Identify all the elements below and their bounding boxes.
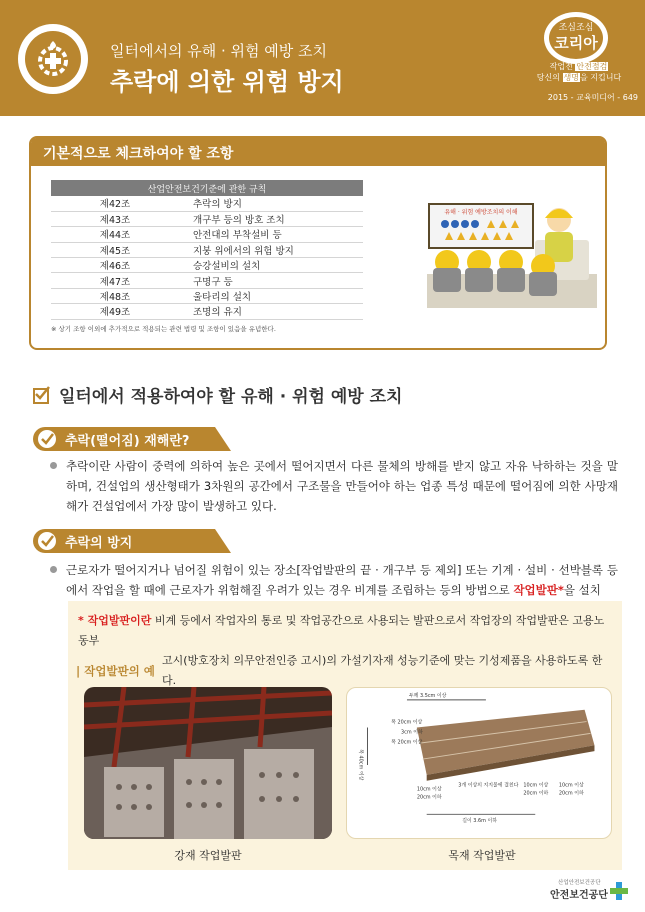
section-tab-fall-accident — [33, 427, 233, 451]
tagline-2: 당신의 생명을 지킵니다 — [536, 73, 622, 82]
issue-number: 2015 - 교육미디어 - 649 — [547, 93, 638, 102]
diagram-support: 3개 이상의 지지물에 결친다 — [458, 782, 519, 789]
campaign-badge-icon — [540, 6, 612, 66]
diagram-width1: 폭 20cm 이상 — [391, 719, 423, 726]
table-row: 제44조 안전대의 부착설비 등 — [51, 227, 363, 242]
section-label: 추락(떨어짐) 재해란? — [65, 434, 190, 449]
header-subtitle: 일터에서의 유해 · 위험 예방 조치 — [110, 42, 327, 60]
table-row: 제42조 추락의 방지 — [51, 196, 363, 211]
bullet-icon — [50, 462, 57, 469]
diagram-gap-a2: 20cm 이하 — [416, 794, 442, 801]
org-small-name: 산업안전보건공단 — [558, 880, 601, 886]
caption-steel: 강재 작업발판 — [174, 849, 242, 862]
caption-wood: 목재 작업발판 — [448, 849, 516, 862]
page-title: 추락에 의한 위험 방지 — [110, 68, 344, 96]
bullet-icon — [50, 566, 57, 573]
steel-scaffold-photo — [84, 687, 332, 839]
main-heading: 일터에서 적용하여야 할 유해 · 위험 예방 조치 — [33, 382, 402, 407]
scaffold-note-box — [68, 601, 622, 870]
diagram-gap-c1: 10cm 이상 — [558, 782, 584, 789]
campaign-brand — [520, 6, 638, 106]
table-row: 제47조 구명구 등 — [51, 273, 363, 288]
diagram-gap-a1: 10cm 이상 — [416, 786, 442, 793]
section-label: 추락의 방지 — [65, 536, 133, 551]
diagram-gap-b2: 20cm 이하 — [523, 790, 549, 797]
section-tab-fall-prevention — [33, 529, 233, 553]
diagram-gap-c2: 20cm 이하 — [558, 790, 584, 797]
rules-table-header: 산업안전보건기준에 관한 규칙 — [51, 180, 363, 196]
cross-icon — [610, 882, 628, 900]
diagram-width2: 폭 20cm 이상 — [391, 739, 423, 746]
diagram-thickness: 두께 3.5cm 이상 — [408, 692, 447, 699]
board-title: 유해 · 위험 예방조치의 이해 — [444, 209, 518, 216]
table-row: 제46조 승강설비의 설치 — [51, 258, 363, 273]
rules-note: ※ 상기 조항 이외에 추가적으로 적용되는 관련 법령 및 조항이 있음을 유념한다. — [51, 325, 276, 333]
rules-table — [51, 180, 363, 320]
tagline-1: 작업전 안전점검 — [549, 62, 608, 71]
diagram-length: 길이 3.6m 이하 — [462, 818, 498, 825]
diagram-gap1: 3cm 이하 — [401, 729, 423, 736]
table-row: 제45조 지붕 위에서의 위험 방지 — [51, 242, 363, 257]
diagram-total-width: 폭 40cm 이상 — [357, 749, 364, 781]
table-row: 제48조 울타리의 설치 — [51, 288, 363, 303]
diagram-gap-b1: 10cm 이상 — [523, 782, 549, 789]
safety-gear-logo — [18, 24, 88, 94]
brand-line2: 코리아 — [554, 34, 598, 52]
scaffold-definition: * 작업발판이란 비계 등에서 작업자의 통로 및 작업공간으로 사용되는 발판으로서 작업장의 작업발판은 고용노동부 고시(방호장치 의무안전인증 고시)의 가설기자재 성능기준에 맞는 기성제품을 사용하도록 한다. — [78, 614, 605, 687]
section2-text: 근로자가 떨어지거나 넘어질 위험이 있는 장소[작업발판의 끝 · 개구부 등 제외] 또는 기계 · 설비 · 선박블록 등에서 작업을 할 때에 근로자가 위험해질 우려가 있는 경우 비계를 조립하는 등의 방법으로 작업발판*을 설치 — [66, 563, 618, 597]
checkbox-icon — [33, 388, 49, 404]
example-title: | 작업발판의 예 — [76, 664, 155, 678]
org-name: 안전보건공단 — [550, 890, 608, 901]
gear-cross-icon — [31, 37, 75, 81]
table-row: 제49조 조명의 유지 — [51, 304, 363, 319]
checklist-box — [29, 136, 607, 350]
checklist-heading: 기본적으로 체크하여야 할 조항 — [31, 138, 605, 166]
brand-line1: 조심조심 — [558, 23, 594, 33]
table-row: 제43조 개구부 등의 방호 조치 — [51, 211, 363, 226]
wooden-scaffold-diagram — [346, 687, 612, 839]
training-illustration — [417, 196, 601, 314]
section1-text: 추락이란 사람이 중력에 의하여 높은 곳에서 떨어지면서 다른 물체의 방해를 받지 않고 자유 낙하하는 것을 말하며, 건설업의 생산형태가 3차원의 공간에서 구조물을 만들어야 하는 업종 특성 때문에 떨어짐에 의한 사망재해가 건설업에서 가장 많이 발생하고 있다. — [66, 459, 618, 513]
kosha-logo — [550, 876, 630, 906]
header-banner — [0, 0, 645, 116]
